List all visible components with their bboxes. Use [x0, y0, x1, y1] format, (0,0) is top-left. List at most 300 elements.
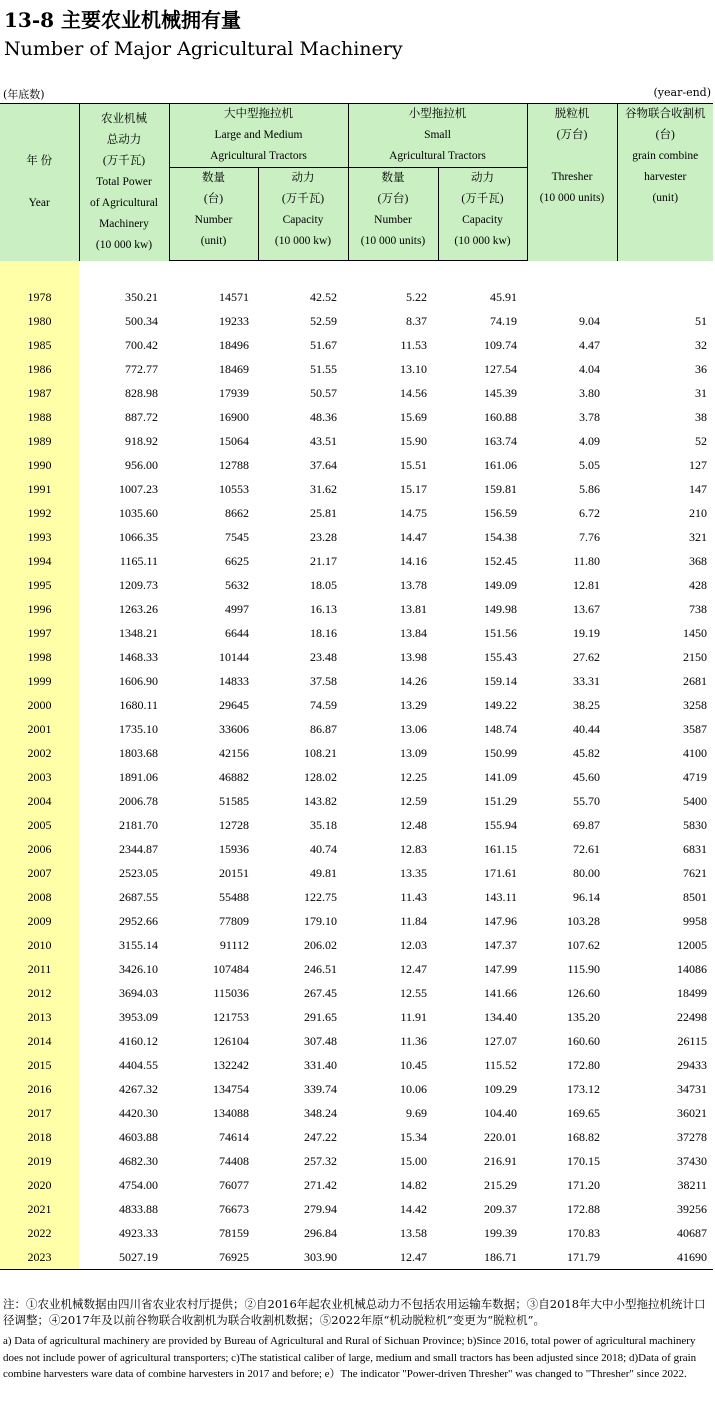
thresher-cell: 45.82 [573, 745, 600, 760]
sm-capacity-cell: 215.29 [484, 1177, 517, 1192]
sm-number-cell: 11.91 [400, 1009, 427, 1024]
header-sm-capacity: 动力 (万千瓦) Capacity (10 000 kw) [438, 168, 527, 253]
thresher-cell: 96.14 [573, 889, 600, 904]
header-year: 年 份 Year [0, 104, 79, 261]
thresher-cell: 169.65 [567, 1105, 600, 1120]
sm-capacity-cell: 134.40 [484, 1009, 517, 1024]
year-cell: 2003 [0, 765, 79, 789]
total-power-cell: 1007.23 [119, 481, 158, 496]
lm-number-cell: 7545 [225, 529, 249, 544]
table-row [0, 1149, 713, 1173]
table-row [0, 1197, 713, 1221]
year-cell: 1998 [0, 645, 79, 669]
sm-capacity-cell: 143.11 [484, 889, 517, 904]
header-thresher: 脱粒机 (万台) Thresher (10 000 units) [527, 104, 617, 261]
thresher-cell: 103.28 [567, 913, 600, 928]
year-cell: 2007 [0, 861, 79, 885]
total-power-cell: 2952.66 [119, 913, 158, 928]
total-power-cell: 4603.88 [119, 1129, 158, 1144]
lm-number-cell: 134754 [213, 1081, 249, 1096]
thresher-cell: 4.47 [579, 337, 600, 352]
lm-capacity-cell: 25.81 [310, 505, 337, 520]
table-row [0, 597, 713, 621]
thresher-cell: 27.62 [573, 649, 600, 664]
total-power-cell: 3953.09 [119, 1009, 158, 1024]
harvester-cell: 321 [689, 529, 707, 544]
sm-number-cell: 15.69 [400, 409, 427, 424]
table-row [0, 621, 713, 645]
sm-capacity-cell: 171.61 [484, 865, 517, 880]
lm-capacity-cell: 31.62 [310, 481, 337, 496]
harvester-cell: 41690 [677, 1249, 707, 1264]
lm-capacity-cell: 331.40 [304, 1057, 337, 1072]
header-harvester: 谷物联合收割机 (台) grain combine harvester (unit) [617, 104, 713, 261]
harvester-cell: 38 [695, 409, 707, 424]
lm-number-cell: 14833 [219, 673, 249, 688]
year-cell: 2021 [0, 1197, 79, 1221]
sm-capacity-cell: 104.40 [484, 1105, 517, 1120]
year-cell: 2002 [0, 741, 79, 765]
table-row [0, 885, 713, 909]
sm-capacity-cell: 145.39 [484, 385, 517, 400]
table-row [0, 1245, 713, 1269]
lm-capacity-cell: 51.55 [310, 361, 337, 376]
harvester-cell: 31 [695, 385, 707, 400]
sm-capacity-cell: 159.14 [484, 673, 517, 688]
lm-number-cell: 29645 [219, 697, 249, 712]
table-row [0, 1101, 713, 1125]
lm-number-cell: 77809 [219, 913, 249, 928]
total-power-cell: 1209.73 [119, 577, 158, 592]
sm-capacity-cell: 154.38 [484, 529, 517, 544]
lm-number-cell: 33606 [219, 721, 249, 736]
thresher-cell: 55.70 [573, 793, 600, 808]
sm-number-cell: 11.36 [400, 1033, 427, 1048]
harvester-cell: 51 [695, 313, 707, 328]
sm-capacity-cell: 159.81 [484, 481, 517, 496]
table-body [0, 261, 713, 1270]
total-power-cell: 5027.19 [119, 1249, 158, 1264]
lm-capacity-cell: 291.65 [304, 1009, 337, 1024]
total-power-cell: 2523.05 [119, 865, 158, 880]
thresher-cell: 72.61 [573, 841, 600, 856]
sm-capacity-cell: 45.91 [490, 289, 517, 304]
harvester-cell: 127 [689, 457, 707, 472]
lm-capacity-cell: 42.52 [310, 289, 337, 304]
page-title-en: Number of Major Agricultural Machinery [4, 38, 403, 60]
harvester-cell: 5400 [683, 793, 707, 808]
lm-capacity-cell: 267.45 [304, 985, 337, 1000]
thresher-cell: 115.90 [567, 961, 600, 976]
sm-capacity-cell: 209.37 [484, 1201, 517, 1216]
sm-number-cell: 13.58 [400, 1225, 427, 1240]
sm-capacity-cell: 152.45 [484, 553, 517, 568]
total-power-cell: 4833.88 [119, 1201, 158, 1216]
total-power-cell: 2687.55 [119, 889, 158, 904]
lm-capacity-cell: 179.10 [304, 913, 337, 928]
sm-capacity-cell: 115.52 [484, 1057, 517, 1072]
total-power-cell: 956.00 [125, 457, 158, 472]
table-row [0, 813, 713, 837]
lm-capacity-cell: 348.24 [304, 1105, 337, 1120]
table-row [0, 765, 713, 789]
year-cell: 1989 [0, 429, 79, 453]
table-row [0, 453, 713, 477]
table-row [0, 309, 713, 333]
year-cell: 1995 [0, 573, 79, 597]
harvester-cell: 9958 [683, 913, 707, 928]
lm-number-cell: 134088 [213, 1105, 249, 1120]
lm-capacity-cell: 271.42 [304, 1177, 337, 1192]
total-power-cell: 887.72 [125, 409, 158, 424]
harvester-cell: 26115 [677, 1033, 707, 1048]
harvester-cell: 39256 [677, 1201, 707, 1216]
notes-en: a) Data of agricultural machinery are provided by Bureau of Agricultural and Rural of Sichuan Province; b)Since 2016, total power of agricultural machinery does not include power of agricultural transporters; c)The statistical caliber of large, medium and small tractors has been adjusted since 2018; d)Data of grain combine harvesters ware data of combine harvesters in 2017 and before; e）The indicator "Power-driven Thresher" was changed to "Thresher" since 2022. [3, 1335, 697, 1380]
thresher-cell: 126.60 [567, 985, 600, 1000]
total-power-cell: 1680.11 [119, 697, 158, 712]
table-row [0, 1221, 713, 1245]
sm-number-cell: 10.06 [400, 1081, 427, 1096]
sm-capacity-cell: 151.29 [484, 793, 517, 808]
sm-capacity-cell: 127.07 [484, 1033, 517, 1048]
harvester-cell: 32 [695, 337, 707, 352]
year-cell: 1994 [0, 549, 79, 573]
total-power-cell: 4420.30 [119, 1105, 158, 1120]
sm-capacity-cell: 155.43 [484, 649, 517, 664]
thresher-cell: 170.15 [567, 1153, 600, 1168]
table-row [0, 1029, 713, 1053]
table-row [0, 477, 713, 501]
total-power-cell: 1348.21 [119, 625, 158, 640]
year-cell: 1999 [0, 669, 79, 693]
year-cell: 1978 [0, 285, 79, 309]
sm-number-cell: 13.81 [400, 601, 427, 616]
lm-capacity-cell: 108.21 [304, 745, 337, 760]
year-cell: 2019 [0, 1149, 79, 1173]
thresher-cell: 172.80 [567, 1057, 600, 1072]
thresher-cell: 38.25 [573, 697, 600, 712]
lm-number-cell: 18469 [219, 361, 249, 376]
lm-number-cell: 76925 [219, 1249, 249, 1264]
thresher-cell: 160.60 [567, 1033, 600, 1048]
table-row [0, 1053, 713, 1077]
harvester-cell: 22498 [677, 1009, 707, 1024]
year-cell: 2020 [0, 1173, 79, 1197]
harvester-cell: 4719 [683, 769, 707, 784]
table-row [0, 429, 713, 453]
lm-number-cell: 4997 [225, 601, 249, 616]
sm-number-cell: 12.25 [400, 769, 427, 784]
harvester-cell: 147 [689, 481, 707, 496]
total-power-cell: 1066.35 [119, 529, 158, 544]
year-cell: 1988 [0, 405, 79, 429]
table-row [0, 1005, 713, 1029]
total-power-cell: 1891.06 [119, 769, 158, 784]
total-power-cell: 828.98 [125, 385, 158, 400]
year-cell: 2005 [0, 813, 79, 837]
year-cell: 2018 [0, 1125, 79, 1149]
thresher-cell: 135.20 [567, 1009, 600, 1024]
lm-number-cell: 10553 [219, 481, 249, 496]
machinery-table [0, 103, 713, 1269]
header-large-medium-tractors: 大中型拖拉机 Large and Medium Agricultural Tractors [169, 104, 348, 168]
year-cell: 2004 [0, 789, 79, 813]
sm-capacity-cell: 163.74 [484, 433, 517, 448]
thresher-cell: 6.72 [579, 505, 600, 520]
thresher-cell [527, 285, 617, 309]
thresher-cell: 7.76 [579, 529, 600, 544]
year-cell: 2001 [0, 717, 79, 741]
harvester-cell: 1450 [683, 625, 707, 640]
sm-capacity-cell: 74.19 [490, 313, 517, 328]
lm-capacity-cell: 257.32 [304, 1153, 337, 1168]
table-row [0, 741, 713, 765]
sm-capacity-cell: 141.66 [484, 985, 517, 1000]
harvester-cell: 36021 [677, 1105, 707, 1120]
lm-number-cell: 18496 [219, 337, 249, 352]
thresher-cell: 11.80 [573, 553, 600, 568]
sm-number-cell: 10.45 [400, 1057, 427, 1072]
sm-number-cell: 12.03 [400, 937, 427, 952]
sm-capacity-cell: 150.99 [484, 745, 517, 760]
thresher-cell: 3.80 [579, 385, 600, 400]
lm-number-cell: 132242 [213, 1057, 249, 1072]
unit-note-cn: (年底数) [3, 88, 45, 101]
year-cell: 2012 [0, 981, 79, 1005]
lm-number-cell: 15936 [219, 841, 249, 856]
lm-capacity-cell: 37.64 [310, 457, 337, 472]
year-cell: 1991 [0, 477, 79, 501]
table-row [0, 933, 713, 957]
table-row [0, 909, 713, 933]
sm-number-cell: 14.42 [400, 1201, 427, 1216]
table-row [0, 1077, 713, 1101]
lm-capacity-cell: 307.48 [304, 1033, 337, 1048]
lm-capacity-cell: 21.17 [310, 553, 337, 568]
sm-number-cell: 13.98 [400, 649, 427, 664]
sm-number-cell: 12.55 [400, 985, 427, 1000]
sm-number-cell: 12.47 [400, 961, 427, 976]
sm-number-cell: 15.90 [400, 433, 427, 448]
table-bottom-rule [0, 1269, 713, 1270]
lm-number-cell: 76673 [219, 1201, 249, 1216]
lm-number-cell: 115036 [213, 985, 249, 1000]
total-power-cell: 4754.00 [119, 1177, 158, 1192]
table-row [0, 981, 713, 1005]
harvester-cell: 738 [689, 601, 707, 616]
thresher-cell: 4.09 [579, 433, 600, 448]
total-power-cell: 1606.90 [119, 673, 158, 688]
total-power-cell: 1263.26 [119, 601, 158, 616]
lm-number-cell: 12788 [219, 457, 249, 472]
table-row [0, 549, 713, 573]
year-cell: 2014 [0, 1029, 79, 1053]
thresher-cell: 3.78 [579, 409, 600, 424]
sm-capacity-cell: 186.71 [484, 1249, 517, 1264]
lm-capacity-cell: 303.90 [304, 1249, 337, 1264]
header-lm-capacity: 动力 (万千瓦) Capacity (10 000 kw) [258, 168, 348, 253]
harvester-cell: 40687 [677, 1225, 707, 1240]
lm-capacity-cell: 50.57 [310, 385, 337, 400]
total-power-cell: 4267.32 [119, 1081, 158, 1096]
lm-number-cell: 51585 [219, 793, 249, 808]
sm-capacity-cell: 155.94 [484, 817, 517, 832]
lm-number-cell: 78159 [219, 1225, 249, 1240]
year-cell: 2016 [0, 1077, 79, 1101]
total-power-cell: 3155.14 [119, 937, 158, 952]
thresher-cell: 4.04 [579, 361, 600, 376]
thresher-cell: 9.04 [579, 313, 600, 328]
thresher-cell: 171.79 [567, 1249, 600, 1264]
year-cell: 2015 [0, 1053, 79, 1077]
lm-number-cell: 15064 [219, 433, 249, 448]
total-power-cell: 4404.55 [119, 1057, 158, 1072]
table-row [0, 693, 713, 717]
thresher-cell: 13.67 [573, 601, 600, 616]
table-row [0, 861, 713, 885]
header-total-power: 农业机械 总动力 (万千瓦) Total Power of Agricultural Machinery (10 000 kw) [79, 104, 169, 261]
total-power-cell: 1803.68 [119, 745, 158, 760]
harvester-cell: 8501 [683, 889, 707, 904]
sm-capacity-cell: 147.37 [484, 937, 517, 952]
sm-number-cell: 13.06 [400, 721, 427, 736]
sm-capacity-cell: 161.15 [484, 841, 517, 856]
lm-number-cell: 12728 [219, 817, 249, 832]
sm-capacity-cell: 216.91 [484, 1153, 517, 1168]
sm-capacity-cell: 149.09 [484, 577, 517, 592]
harvester-cell: 2681 [683, 673, 707, 688]
table-row [0, 1173, 713, 1197]
thresher-cell: 172.88 [567, 1201, 600, 1216]
thresher-cell: 173.12 [567, 1081, 600, 1096]
year-cell: 1990 [0, 453, 79, 477]
lm-capacity-cell: 247.22 [304, 1129, 337, 1144]
table-row [0, 669, 713, 693]
table-row [0, 525, 713, 549]
sm-capacity-cell: 148.74 [484, 721, 517, 736]
thresher-cell: 107.62 [567, 937, 600, 952]
sm-number-cell: 13.35 [400, 865, 427, 880]
table-row [0, 789, 713, 813]
sm-number-cell: 11.53 [400, 337, 427, 352]
thresher-cell: 69.87 [573, 817, 600, 832]
sm-number-cell: 14.26 [400, 673, 427, 688]
total-power-cell: 4160.12 [119, 1033, 158, 1048]
sm-capacity-cell: 109.29 [484, 1081, 517, 1096]
lm-number-cell: 20151 [219, 865, 249, 880]
harvester-cell: 52 [695, 433, 707, 448]
header-sm-number: 数量 (万台) Number (10 000 units) [348, 168, 438, 253]
lm-number-cell: 55488 [219, 889, 249, 904]
total-power-cell: 3694.03 [119, 985, 158, 1000]
thresher-cell: 40.44 [573, 721, 600, 736]
table-header [0, 104, 713, 261]
harvester-cell: 2150 [683, 649, 707, 664]
year-cell: 1992 [0, 501, 79, 525]
harvester-cell: 3587 [683, 721, 707, 736]
year-cell: 1997 [0, 621, 79, 645]
lm-capacity-cell: 16.13 [310, 601, 337, 616]
year-cell: 1980 [0, 309, 79, 333]
table-row [0, 405, 713, 429]
sm-number-cell: 15.51 [400, 457, 427, 472]
lm-number-cell: 126104 [213, 1033, 249, 1048]
lm-number-cell: 74408 [219, 1153, 249, 1168]
harvester-cell [617, 285, 713, 309]
harvester-cell: 37278 [677, 1129, 707, 1144]
year-cell: 2009 [0, 909, 79, 933]
harvester-cell: 7621 [683, 865, 707, 880]
harvester-cell: 4100 [683, 745, 707, 760]
total-power-cell: 3426.10 [119, 961, 158, 976]
harvester-cell: 3258 [683, 697, 707, 712]
sm-number-cell: 15.17 [400, 481, 427, 496]
year-cell: 2010 [0, 933, 79, 957]
sm-capacity-cell: 141.09 [484, 769, 517, 784]
table-row [0, 333, 713, 357]
total-power-cell: 2344.87 [119, 841, 158, 856]
lm-capacity-cell: 122.75 [304, 889, 337, 904]
year-cell: 2008 [0, 885, 79, 909]
lm-capacity-cell: 52.59 [310, 313, 337, 328]
lm-number-cell: 121753 [213, 1009, 249, 1024]
year-cell: 2000 [0, 693, 79, 717]
harvester-cell: 368 [689, 553, 707, 568]
harvester-cell: 38211 [677, 1177, 707, 1192]
sm-number-cell: 14.47 [400, 529, 427, 544]
sm-number-cell: 11.43 [400, 889, 427, 904]
harvester-cell: 34731 [677, 1081, 707, 1096]
lm-number-cell: 6625 [225, 553, 249, 568]
year-cell: 2017 [0, 1101, 79, 1125]
lm-number-cell: 16900 [219, 409, 249, 424]
table-row [0, 285, 713, 309]
lm-number-cell: 14571 [219, 289, 249, 304]
sm-number-cell: 13.10 [400, 361, 427, 376]
notes-cn: 注：①农业机械数据由四川省农业农村厅提供；②自2016年起农业机械总动力不包括农用运输车数据；③自2018年大中小型拖拉机统计口径调整；④2017年及以前谷物联合收割机为联合收割机数据；⑤2022年原“机动脱粒机”变更为“脱粒机”。 [3, 1297, 706, 1327]
sm-capacity-cell: 151.56 [484, 625, 517, 640]
harvester-cell: 210 [689, 505, 707, 520]
thresher-cell: 19.19 [573, 625, 600, 640]
sm-number-cell: 15.34 [400, 1129, 427, 1144]
header-small-tractors: 小型拖拉机 Small Agricultural Tractors [348, 104, 527, 168]
harvester-cell: 36 [695, 361, 707, 376]
sm-number-cell: 12.83 [400, 841, 427, 856]
table-row [0, 837, 713, 861]
thresher-cell: 170.83 [567, 1225, 600, 1240]
sm-number-cell: 15.00 [400, 1153, 427, 1168]
total-power-cell: 2006.78 [119, 793, 158, 808]
sm-number-cell: 14.75 [400, 505, 427, 520]
lm-number-cell: 10144 [219, 649, 249, 664]
lm-capacity-cell: 128.02 [304, 769, 337, 784]
table-row [0, 645, 713, 669]
table-row [0, 381, 713, 405]
page-title-cn: 13-8 主要农业机械拥有量 [4, 8, 242, 32]
thresher-cell: 45.60 [573, 769, 600, 784]
thresher-cell: 12.81 [573, 577, 600, 592]
lm-capacity-cell: 35.18 [310, 817, 337, 832]
year-cell: 1985 [0, 333, 79, 357]
harvester-cell: 18499 [677, 985, 707, 1000]
thresher-cell: 33.31 [573, 673, 600, 688]
sm-number-cell: 14.16 [400, 553, 427, 568]
total-power-cell: 1035.60 [119, 505, 158, 520]
lm-number-cell: 107484 [213, 961, 249, 976]
unit-note-en: (year-end) [653, 86, 711, 99]
lm-number-cell: 91112 [219, 937, 249, 952]
sm-number-cell: 12.47 [400, 1249, 427, 1264]
